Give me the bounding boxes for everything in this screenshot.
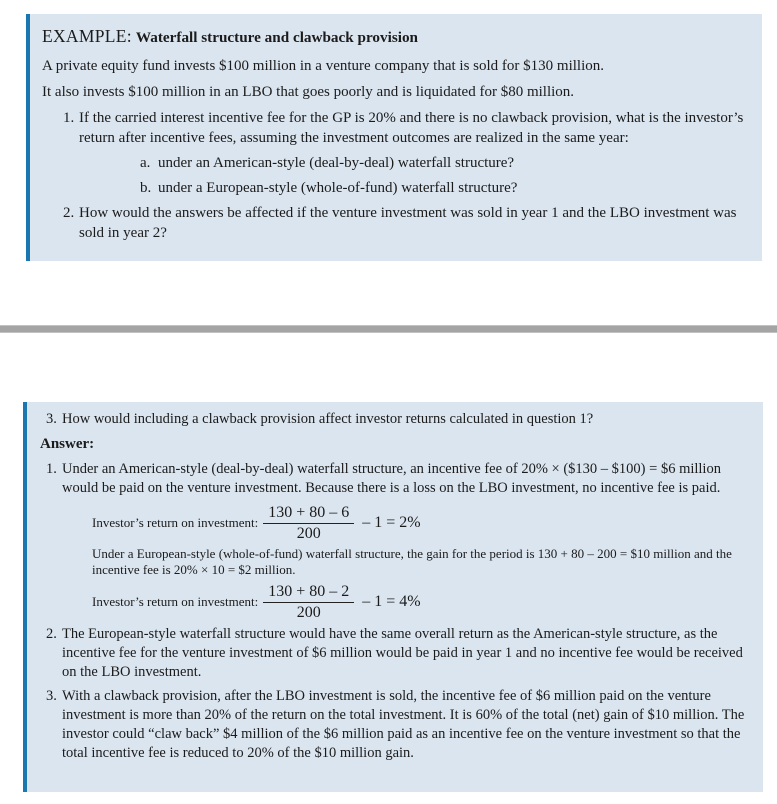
- intro-paragraph-2: It also invests $100 million in an LBO that goes poorly and is liquidated for $80 million.: [42, 84, 575, 100]
- return-formula-european: [92, 582, 748, 622]
- formula-2-label: Investor’s return on investment:: [92, 594, 259, 609]
- answer-item-3-number: 3.: [46, 688, 57, 704]
- formula-1-denominator: 200: [296, 525, 321, 542]
- question-3-number: 3.: [46, 411, 57, 427]
- answer-item-1-text: Under an American-style (deal-by-deal) waterfall structure, an incentive fee of 20% × ($130 – $100) = $6 million would be paid on the venture investment. Because there is a loss on the LBO investment, no incentive fee is paid.: [62, 461, 721, 496]
- question-2-number: 2.: [63, 205, 75, 221]
- question-1a-text: under an American-style (deal-by-deal) waterfall structure?: [158, 155, 515, 171]
- formula-2-result: – 1 = 4%: [362, 593, 421, 610]
- question-1b: [42, 178, 744, 198]
- answer-label: Answer:: [40, 436, 95, 452]
- answer-item-2: [40, 625, 748, 682]
- question-1-number: 1.: [63, 110, 75, 126]
- page-break-divider: [0, 325, 777, 333]
- answer-item-1: [40, 460, 748, 498]
- question-1b-letter: b.: [140, 180, 152, 196]
- question-1-text: If the carried interest incentive fee for the GP is 20% and there is no clawback provision, what is the investor’s return after incentive fees, assuming the investment outcomes are realized in the same year:: [79, 110, 744, 146]
- european-style-note: Under a European-style (whole-of-fund) waterfall structure, the gain for the period is 130 + 80 – 200 = $10 million and the incentive fee is 20% × 10 = $2 million.: [92, 546, 732, 577]
- formula-1-numerator: 130 + 80 – 6: [263, 503, 354, 524]
- answer-item-1-number: 1.: [46, 461, 57, 477]
- formula-1-label: Investor’s return on investment:: [92, 515, 259, 530]
- panel-title: [42, 25, 744, 49]
- example-title: Waterfall structure and clawback provision: [135, 29, 419, 46]
- intro-paragraph-1: A private equity fund invests $100 million in a venture company that is sold for $130 million.: [42, 58, 605, 74]
- example-answer-panel: [23, 402, 763, 792]
- example-label: EXAMPLE:: [42, 26, 132, 46]
- example-question-panel: [26, 14, 762, 261]
- question-3-text: How would including a clawback provision affect investor returns calculated in question 1?: [62, 411, 594, 427]
- question-2-text: How would the answers be affected if the venture investment was sold in year 1 and the LBO investment was sold in year 2?: [79, 205, 737, 241]
- question-1a: [42, 153, 744, 173]
- question-1: [42, 108, 744, 148]
- question-3: [40, 410, 748, 429]
- formula-2-fraction: [263, 582, 354, 622]
- question-2: [42, 203, 744, 243]
- formula-2-numerator: 130 + 80 – 2: [263, 582, 354, 603]
- answer-item-3: [40, 687, 748, 763]
- answer-item-2-text: The European-style waterfall structure would have the same overall return as the American-style structure, as the incentive fee for the venture investment of $6 million would be paid in year 1 and no incentive fee would be received on the LBO investment.: [62, 626, 743, 680]
- formula-1-fraction: [263, 503, 354, 543]
- question-1b-text: under a European-style (whole-of-fund) waterfall structure?: [158, 180, 518, 196]
- question-1a-letter: a.: [140, 155, 151, 171]
- answer-item-3-text: With a clawback provision, after the LBO investment is sold, the incentive fee of $6 million paid on the venture investment is more than 20% of the return on the total investment. It is 60% of the total (net) gain of $10 million. The investor could “claw back” $4 million of the $6 million paid as an incentive fee on the venture investment so that the total incentive fee is reduced to 20% of the $10 million gain.: [62, 688, 745, 761]
- answer-item-2-number: 2.: [46, 626, 57, 642]
- formula-1-result: – 1 = 2%: [362, 514, 421, 531]
- formula-2-denominator: 200: [296, 604, 321, 621]
- return-formula-american: [92, 503, 748, 543]
